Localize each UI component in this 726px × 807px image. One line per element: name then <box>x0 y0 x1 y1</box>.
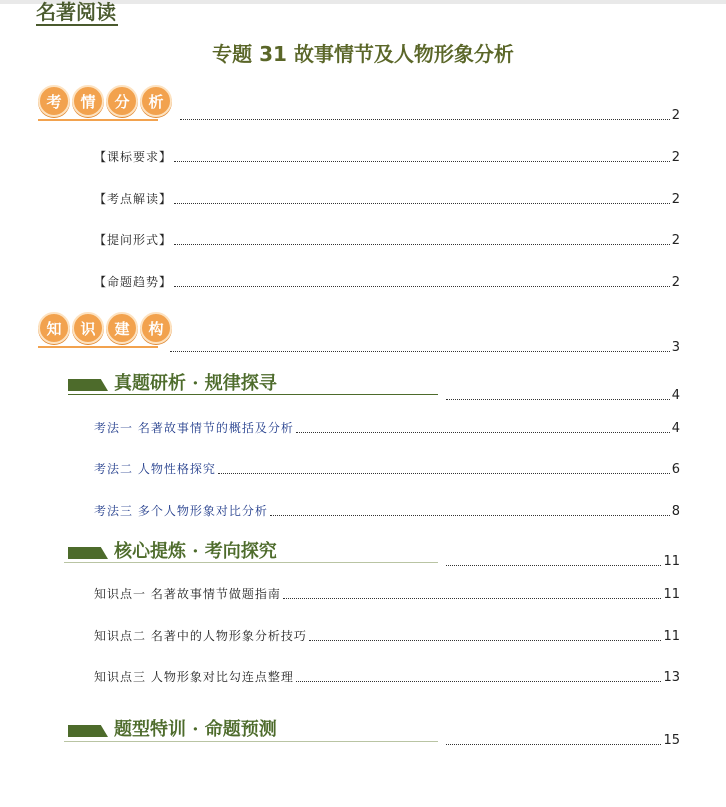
toc-label: 【考点解读】 <box>94 192 173 206</box>
page-number: 11 <box>663 554 680 569</box>
toc-entry[interactable] <box>94 273 680 290</box>
page-number: 13 <box>663 670 680 685</box>
badge-char: 构 <box>140 312 172 344</box>
toc-entry-section2[interactable] <box>168 340 680 355</box>
flag-icon <box>68 547 108 559</box>
toc-entry[interactable] <box>94 668 680 685</box>
toc-entry[interactable] <box>94 627 680 644</box>
page-number: 2 <box>671 108 680 123</box>
badge-char: 析 <box>140 85 172 117</box>
badge-char: 建 <box>106 312 138 344</box>
page-number: 2 <box>671 192 680 207</box>
toc-entry[interactable] <box>94 231 680 248</box>
section-heading-text: 题型特训 · 命题预测 <box>114 719 277 740</box>
badge-char: 知 <box>38 312 70 344</box>
page-number: 3 <box>671 340 680 355</box>
toc-label: 考法一 名著故事情节的概括及分析 <box>94 421 294 435</box>
flag-icon <box>68 725 108 737</box>
toc-label: 知识点一 名著故事情节做题指南 <box>94 587 281 601</box>
page-number: 11 <box>663 587 680 602</box>
badge-char: 考 <box>38 85 70 117</box>
badge-char: 识 <box>72 312 104 344</box>
toc-label: 【提问形式】 <box>94 233 173 247</box>
toc-entry-section1[interactable] <box>178 108 680 123</box>
flag-icon <box>68 379 108 391</box>
toc-entry[interactable] <box>94 419 680 436</box>
badge-char: 情 <box>72 85 104 117</box>
toc-entry[interactable] <box>94 502 680 519</box>
page-number: 4 <box>671 388 680 403</box>
section-heading-1 <box>68 369 277 395</box>
page-number: 8 <box>671 504 680 519</box>
page-number: 11 <box>663 629 680 644</box>
page-title: 专题 31 故事情节及人物形象分析 <box>212 42 514 66</box>
toc-entry-heading1[interactable] <box>444 388 680 403</box>
toc-label: 考法二 人物性格探究 <box>94 462 216 476</box>
toc-label: 知识点二 名著中的人物形象分析技巧 <box>94 629 307 643</box>
section-badge-zhishi <box>38 312 172 348</box>
page-number: 15 <box>663 733 680 748</box>
section-heading-text: 核心提炼 · 考向探究 <box>114 541 277 562</box>
page-number: 2 <box>671 275 680 290</box>
badge-char: 分 <box>106 85 138 117</box>
brand-title: 名著阅读 <box>36 0 116 24</box>
toc-label: 【课标要求】 <box>94 150 173 164</box>
toc-entry-heading2[interactable] <box>444 554 680 569</box>
section-badge-kaoqing <box>38 85 172 121</box>
toc-label: 知识点三 人物形象对比勾连点整理 <box>94 670 294 684</box>
section-heading-2 <box>68 537 277 563</box>
toc-entry-heading3[interactable] <box>444 733 680 748</box>
page-number: 2 <box>671 150 680 165</box>
toc-entry[interactable] <box>94 460 680 477</box>
page-number: 2 <box>671 233 680 248</box>
toc-entry[interactable] <box>94 190 680 207</box>
toc-label: 【命题趋势】 <box>94 275 173 289</box>
toc-entry[interactable] <box>94 585 680 602</box>
toc-label: 考法三 多个人物形象对比分析 <box>94 504 268 518</box>
page-number: 6 <box>671 462 680 477</box>
section-heading-text: 真题研析 · 规律探寻 <box>114 373 277 394</box>
page-number: 4 <box>671 421 680 436</box>
toc-entry[interactable] <box>94 148 680 165</box>
section-heading-3 <box>68 715 277 741</box>
